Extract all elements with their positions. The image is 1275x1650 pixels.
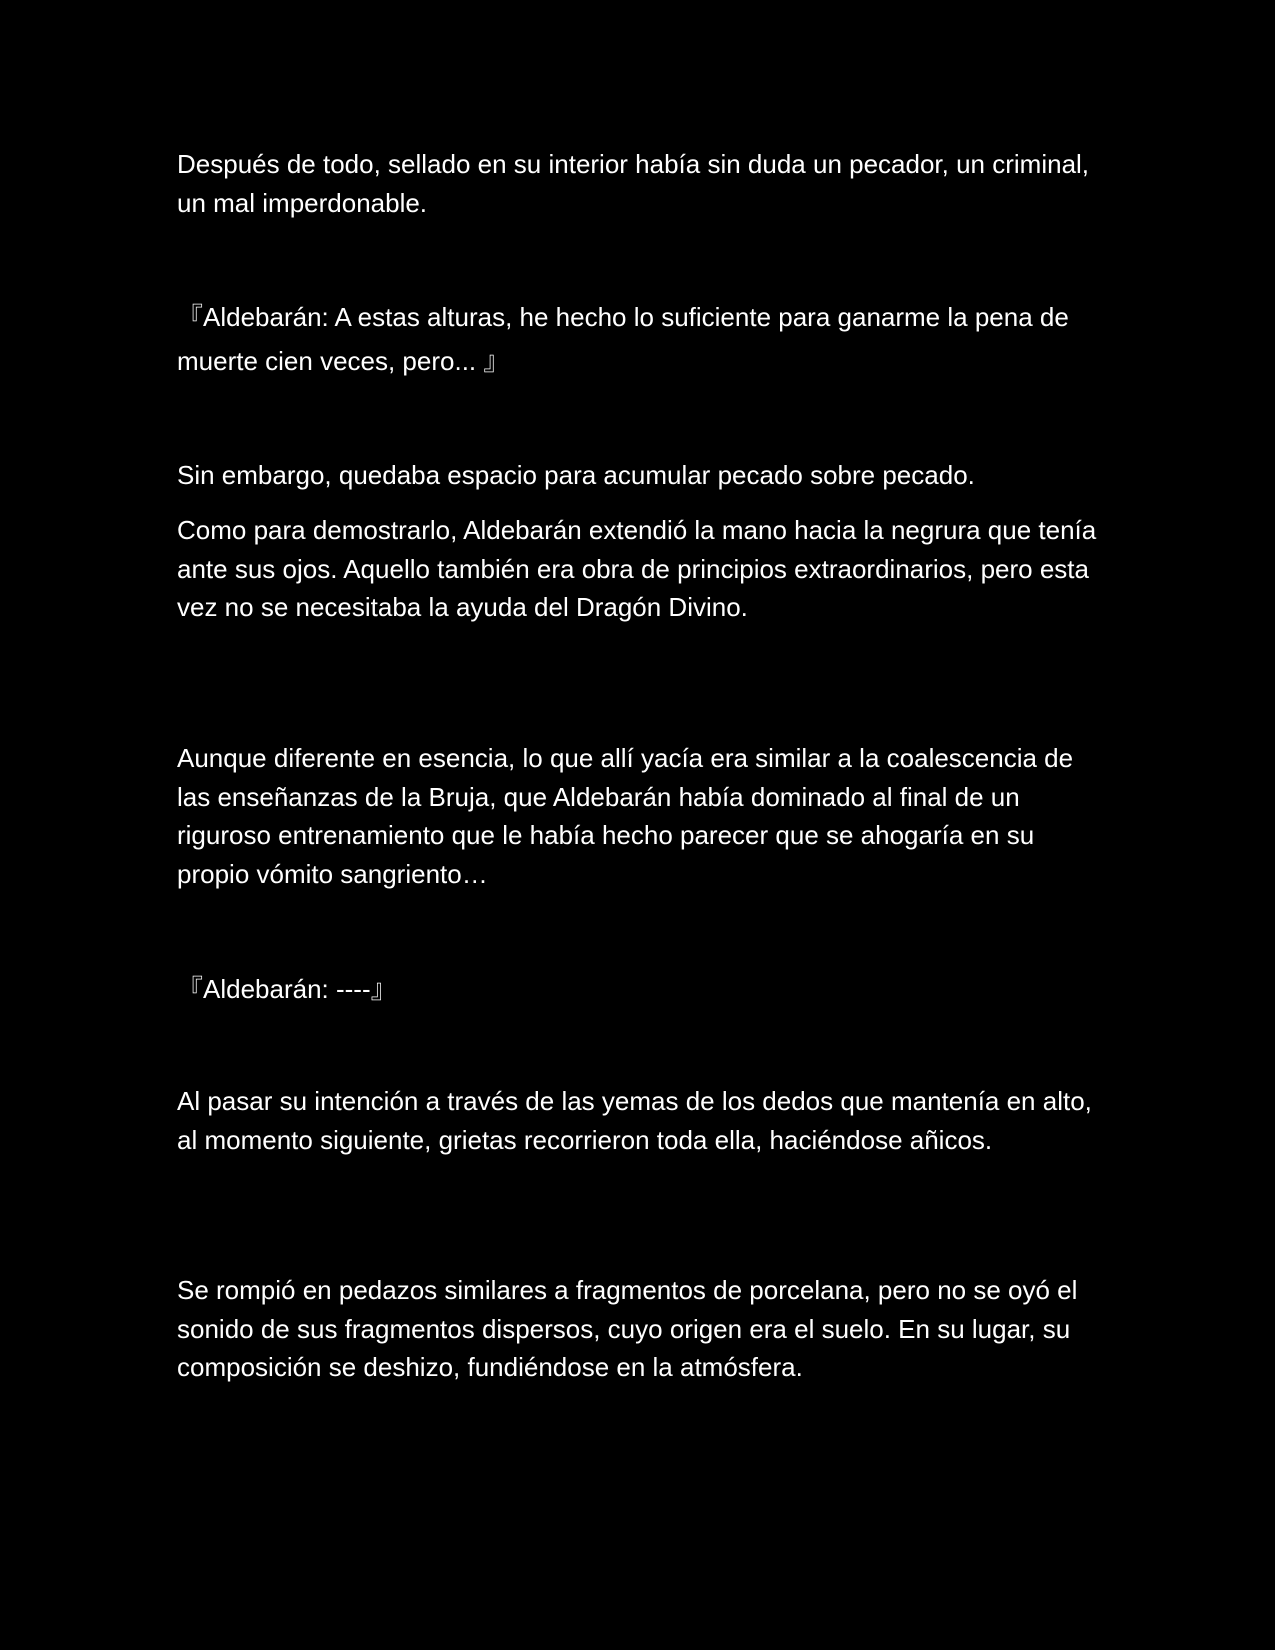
narration-paragraph-4: Aunque diferente en esencia, lo que allí yacía era similar a la coalescencia de las enseñanzas de la Bruja, que Aldebarán había dominado al final de un riguroso entrenamiento que le había hecho parecer que se ahogaría en su propio vómito sangriento… bbox=[177, 743, 1074, 889]
dialogue-aldebaran-2: 『Aldebarán: ----』 bbox=[177, 974, 397, 1004]
narration-paragraph-5: Al pasar su intención a través de las yemas de los dedos que mantenía en alto, al momento siguiente, grietas recorrieron toda ella, haciéndose añicos. bbox=[177, 1086, 1092, 1155]
narration-paragraph-3: Como para demostrarlo, Aldebarán extendió la mano hacia la negrura que tenía ante sus ojos. Aquello también era obra de principios extraordinarios, pero esta vez no se necesitaba la ayuda del Dragón Divino. bbox=[177, 515, 1097, 622]
narration-paragraph-6: Se rompió en pedazos similares a fragmentos de porcelana, pero no se oyó el sonido de sus fragmentos dispersos, cuyo origen era el suelo. En su lugar, su composición se deshizo, fundiéndose en la atmósfera. bbox=[177, 1275, 1078, 1382]
narration-paragraph-1: Después de todo, sellado en su interior había sin duda un pecador, un criminal, un mal imperdonable. bbox=[177, 149, 1090, 218]
narration-paragraph-2: Sin embargo, quedaba espacio para acumular pecado sobre pecado. bbox=[177, 460, 975, 490]
dialogue-aldebaran-1: 『Aldebarán: A estas alturas, he hecho lo suficiente para ganarme la pena de muerte cien veces, pero... 』 bbox=[177, 302, 1069, 376]
